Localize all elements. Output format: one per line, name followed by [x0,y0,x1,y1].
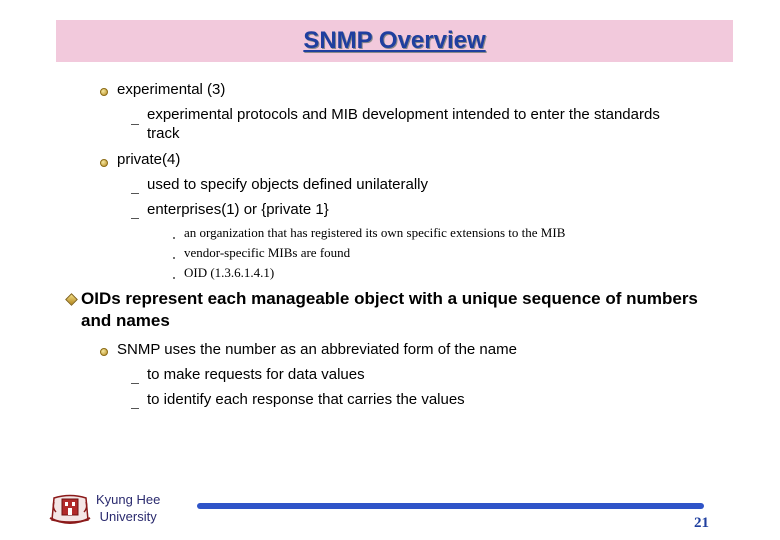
bullet-private-sub-1: used to specify objects defined unilaterally [147,176,429,193]
footer-rule [197,503,704,509]
bullet-oid-line-1: OIDs represent each manageable object with a unique sequence of numbers [81,289,698,308]
dash-icon [131,124,139,125]
bullet-experimental-sub-2: track [147,125,180,142]
slide-title: SNMP Overview [303,27,486,54]
bullet-enterprise-1: an organization that has registered its own specific extensions to the MIB [184,225,566,240]
bullet-dot [100,88,108,96]
dash-icon [131,218,139,219]
bullet-experimental-sub-1: experimental protocols and MIB development intended to enter the standards [147,106,660,123]
small-bullet [173,257,175,259]
small-bullet [173,277,175,279]
bullet-enterprise-3: OID (1.3.6.1.4.1) [184,265,275,280]
page-number: 21 [694,515,709,531]
title-bar [56,20,733,62]
university-name-line-2: University [99,509,157,524]
bullet-dot [100,348,108,356]
dash-icon [131,383,139,384]
bullet-experimental: experimental (3) [117,81,226,98]
bullet-dot [100,159,108,167]
university-name-line-1: Kyung Hee [96,492,161,507]
dash-icon [131,408,139,409]
bullet-private-sub-2: enterprises(1) or {private 1} [147,201,329,218]
bullet-snmp-sub-2: to identify each response that carries the values [147,391,465,408]
bullet-snmp: SNMP uses the number as an abbreviated form of the name [117,341,517,358]
university-logo-icon [48,490,92,526]
university-name [96,491,160,525]
bullet-snmp-sub-1: to make requests for data values [147,366,365,383]
dash-icon [131,193,139,194]
bullet-oid-line-2: and names [81,311,170,330]
small-bullet [173,237,175,239]
bullet-enterprise-2: vendor-specific MIBs are found [184,245,351,260]
diamond-bullet-icon [65,293,78,306]
bullet-private: private(4) [117,151,181,168]
